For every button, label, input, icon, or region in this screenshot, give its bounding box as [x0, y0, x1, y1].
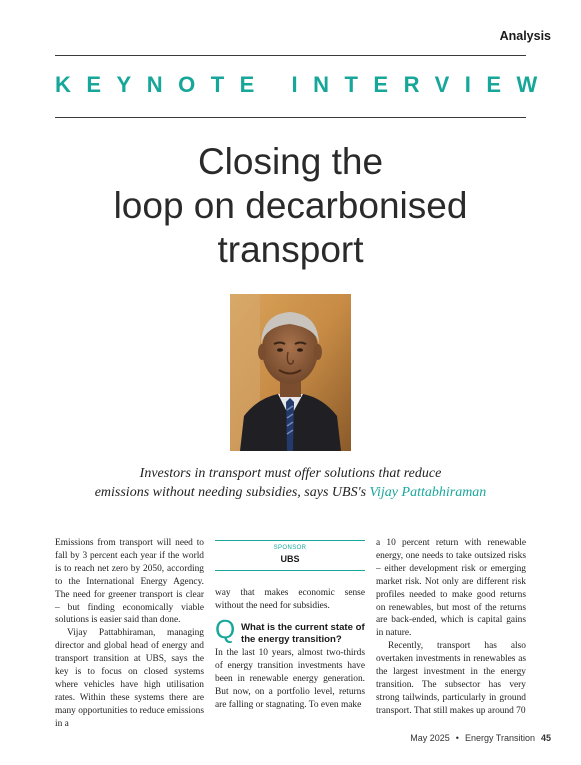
footer-publication: Energy Transition: [464, 733, 535, 743]
question-letter: Q: [215, 614, 236, 644]
column-3: [376, 537, 526, 718]
kicker-rule: [55, 117, 526, 118]
question-text: What is the current state of the energy transition?: [241, 622, 365, 645]
interviewee-name: Vijay Pattabhiraman: [369, 485, 487, 500]
standfirst-line: [45, 483, 536, 502]
sponsor-box: [215, 540, 365, 571]
paragraph: a 10 percent return with renewable energy, one needs to take outsized risks – either development risk or emerging market risk. Not only are different risk profiles needed to make good returns on renewables, but most of the returns are back-ended, which is capital gains in nature.: [376, 538, 526, 639]
top-rule: [55, 55, 526, 56]
paragraph: Emissions from transport will need to fall by 3 percent each year if the world is to reach net zero by 2050, according to the International Energy Agency. The need for greener transport is clear – but finding economically viable solutions is easier said than done.: [55, 538, 204, 626]
headline-line: transport: [217, 229, 364, 270]
sponsor-rule: [215, 540, 365, 541]
sponsor-label: SPONSOR: [273, 545, 307, 551]
column-2-answer: [215, 647, 365, 712]
standfirst-line: Investors in transport must offer solutions that reduce: [139, 466, 442, 481]
paragraph: In the last 10 years, almost two-thirds of energy transition investments have been in renewable energy generation. But now, on a portfolio level, returns are falling or stagnating. To even make: [215, 648, 365, 710]
column-1: [55, 537, 204, 731]
headline-line: Closing the: [197, 141, 384, 182]
page-number: 45: [540, 733, 551, 743]
headline-line: loop on decarbonised: [113, 185, 468, 226]
paragraph: Vijay Pattabhiraman, managing director and global head of energy and transport transition at UBS, says the key is to focus on closed systems where vehicles have high utilisation rates. Within these systems there are many opportunities to reduce emissions in a: [55, 628, 204, 729]
portrait-photo: [230, 294, 351, 451]
section-label: Analysis: [499, 29, 551, 43]
paragraph: way that makes economic sense without the need for subsidies.: [215, 588, 365, 611]
headline: [55, 140, 526, 272]
sponsor-rule: [215, 570, 365, 571]
paragraph: Recently, transport has also overtaken investments in renewables as the largest investment in the energy transition. The subsector has very strong tailwinds, particularly in ground transport. That still makes up around 70: [376, 641, 526, 716]
kicker: KEYNOTE INTERVIEW: [55, 72, 553, 97]
footer: [410, 733, 551, 743]
footer-bullet: •: [455, 733, 459, 743]
sponsor-name: UBS: [280, 554, 300, 564]
standfirst-text: emissions without needing subsidies, says UBS's: [94, 485, 370, 500]
column-2-intro: [215, 587, 365, 613]
standfirst: [45, 464, 536, 502]
footer-date: May 2025: [410, 733, 450, 743]
